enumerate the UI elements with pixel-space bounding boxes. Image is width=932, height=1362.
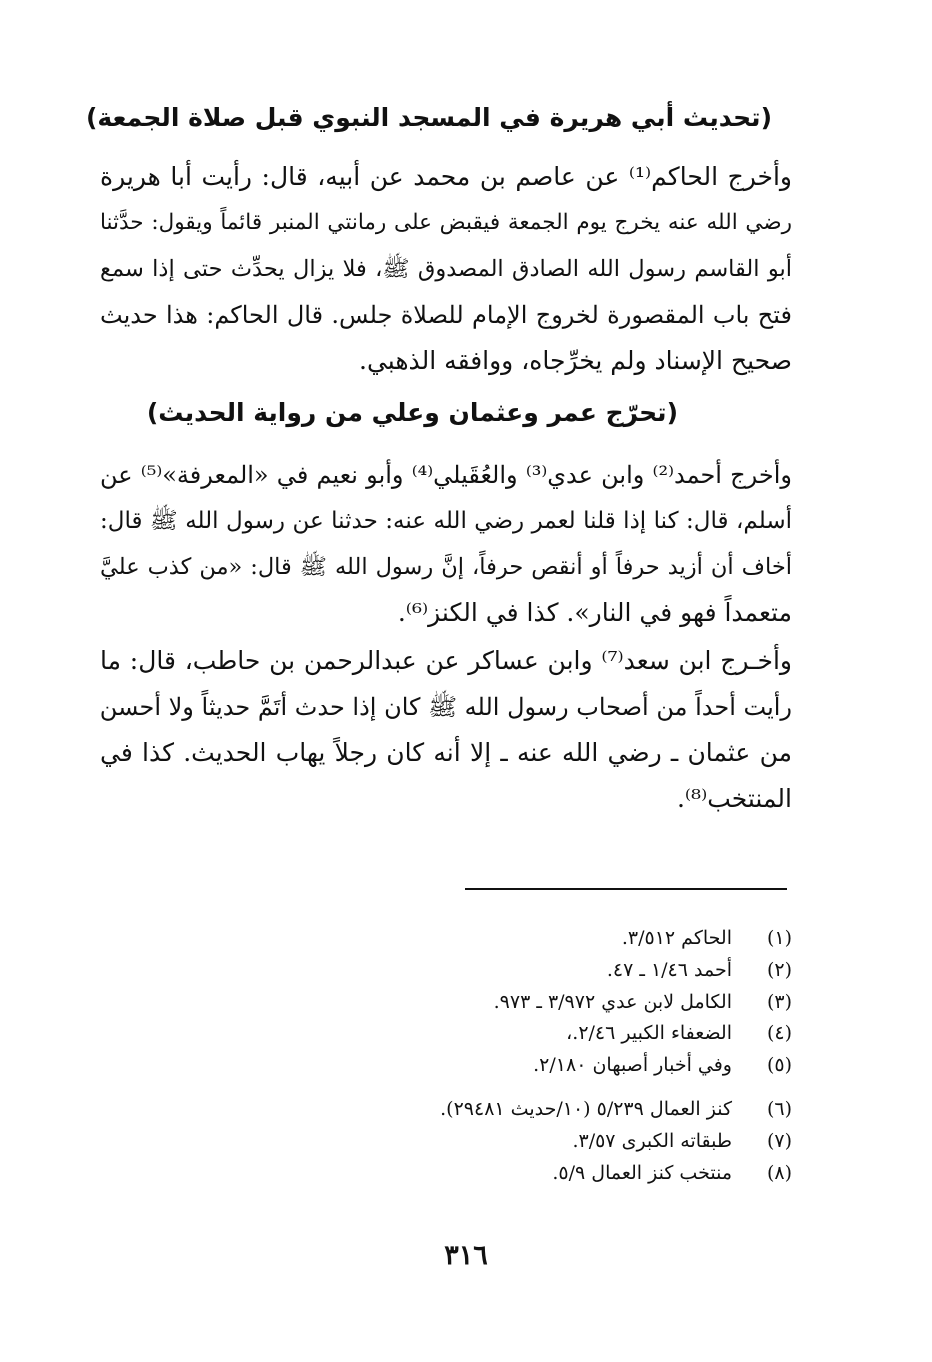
footnotes-list — [172, 923, 792, 1189]
footnote-text: طبقاته الكبرى ٣/٥٧. — [572, 1129, 732, 1152]
footnote — [172, 1094, 792, 1126]
text-line: أسلم، قال: كنا إذا قلنا لعمر رضي الله عنه: حدثنا عن رسول الله ﷺ قال: — [100, 508, 792, 534]
text-line: متعمداً فهو في النار». كذا في الكنز⁽⁶⁾. — [397, 598, 792, 627]
footnote-text: وفي أخبار أصبهان ٢/١٨٠. — [533, 1054, 732, 1077]
footnote — [172, 923, 792, 955]
page-number: ٣١٦ — [444, 1240, 488, 1271]
text-line: رأيت أحداً من أصحاب رسول الله ﷺ كان إذا حدث أتَمَّ حديثاً ولا أحسن — [100, 693, 792, 721]
footnote — [172, 1158, 792, 1190]
text-line: وأخرج أحمد⁽²⁾ وابن عدي⁽³⁾ والعُقَيلي⁽⁴⁾ وأبو نعيم في «المعرفة»⁽⁵⁾ عن — [100, 461, 792, 489]
footnote-number: (٣) — [766, 990, 792, 1013]
footnote-text: كنز العمال ٥/٢٣٩ (١٠/حديث ٢٩٤٨١). — [440, 1097, 732, 1120]
footnote — [172, 1050, 792, 1082]
text-line: أبو القاسم رسول الله الصادق المصدوق ﷺ، فلا يزال يحدِّث حتى إذا سمع — [100, 256, 792, 282]
footnote-number: (٢) — [766, 958, 792, 981]
footnote-number: (٨) — [766, 1161, 792, 1184]
footnote-number: (٦) — [766, 1097, 792, 1120]
footnote — [172, 1018, 792, 1050]
paragraph — [100, 638, 792, 822]
footnote-number: (١) — [766, 927, 792, 949]
footnote-text: أحمد ١/٤٦ ـ ٤٧. — [606, 958, 732, 981]
footnote-number: (٤) — [766, 1022, 792, 1045]
footnote-number: (٥) — [766, 1054, 792, 1077]
footnote-text: الحاكم ٣/٥١٢. — [621, 927, 732, 949]
footnote-number: (٧) — [766, 1129, 792, 1152]
footnote — [172, 955, 792, 987]
paragraph — [100, 154, 792, 384]
footnote-text: منتخب كنز العمال ٥/٩. — [552, 1161, 732, 1184]
text-line: المنتخب⁽⁸⁾. — [676, 784, 792, 813]
section-heading: (تحديث أبي هريرة في المسجد النبوي قبل صلاة الجمعة) — [85, 103, 772, 132]
text-line: أخاف أن أزيد حرفاً أو أنقص حرفاً، إنَّ رسول الله ﷺ قال: «من كذب عليَّ — [100, 554, 792, 580]
text-line: وأخرج الحاكم⁽¹⁾ عن عاصم بن محمد عن أبيه، قال: رأيت أبا هريرة — [100, 162, 792, 191]
footnote — [172, 1126, 792, 1158]
footnote-separator — [465, 888, 787, 890]
text-line: من عثمان ـ رضي الله عنه ـ إلا أنه كان رجلاً يهاب الحديث. كذا في — [100, 738, 792, 767]
paragraph — [100, 452, 792, 636]
text-line: رضي الله عنه يخرج يوم الجمعة فيقبض على رمانتي المنبر قائماً ويقول: حدَّثنا — [100, 210, 792, 235]
section-heading: (تحرّج عمر وعثمان وعلي من رواية الحديث) — [146, 398, 678, 427]
text-line: فتح باب المقصورة لخروج الإمام للصلاة جلس. قال الحاكم: هذا حديث — [100, 301, 792, 329]
footnote-text: الكامل لابن عدي ٣/٩٧٢ ـ ٩٧٣. — [493, 990, 732, 1013]
text-line: صحيح الإسناد ولم يخرِّجاه، ووافقه الذهبي. — [359, 346, 792, 375]
footnote — [172, 987, 792, 1019]
footnote-text: الضعفاء الكبير ٢/٤٦.، — [566, 1022, 732, 1045]
text-line: وأخـرج ابن سعد⁽⁷⁾ وابن عساكر عن عبدالرحمن بن حاطب، قال: ما — [100, 646, 792, 675]
